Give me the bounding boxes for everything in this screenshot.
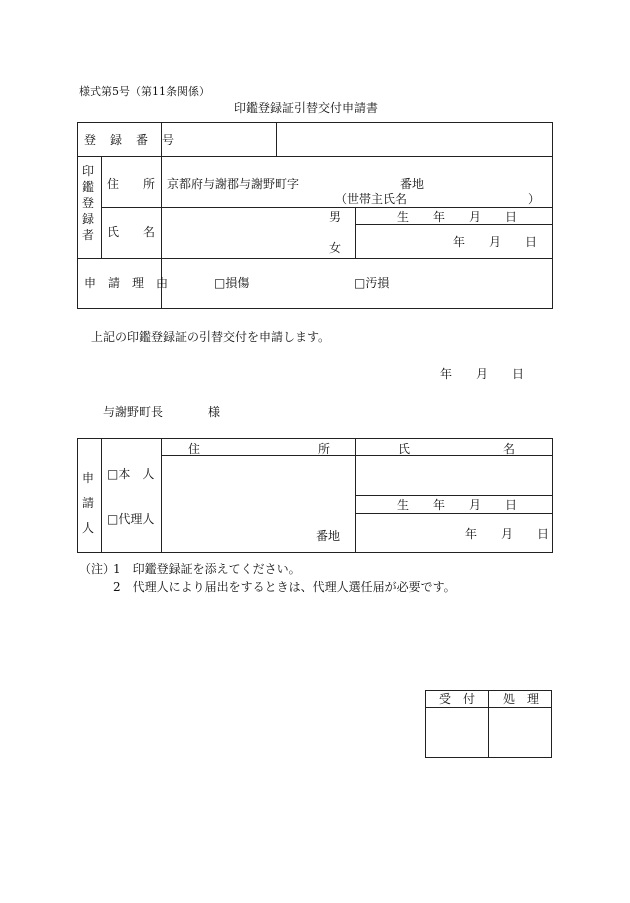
address-value: 京都府与謝郡与謝野町字 <box>167 177 300 191</box>
female-label[interactable]: 女 <box>329 241 342 255</box>
reg-no-field[interactable] <box>162 123 275 155</box>
note-item-1: 1 印鑑登録証を添えてください。 <box>113 562 301 576</box>
applicant-name-label-a: 氏 <box>398 442 411 456</box>
sama: 様 <box>208 405 221 419</box>
processed-label: 処 理 <box>503 692 540 706</box>
close-paren: ） <box>528 192 541 206</box>
received-label: 受 付 <box>439 692 476 706</box>
birth-ymd: 年 月 日 <box>453 235 538 249</box>
birth-header: 生 年 月 日 <box>397 210 518 224</box>
applicant-birth-ymd: 年 月 日 <box>465 527 550 541</box>
reg-no-label: 登 録 番 号 <box>84 133 176 147</box>
statement: 上記の印鑑登録証の引替交付を申請します。 <box>91 330 331 344</box>
male-label[interactable]: 男 <box>329 210 342 224</box>
banchi-label: 番地 <box>400 177 425 191</box>
reason-damage-checkbox[interactable]: □損傷 <box>214 276 250 290</box>
agent-checkbox[interactable]: □代理人 <box>107 512 155 526</box>
household-head-label: （世帯主氏名 <box>335 192 408 206</box>
applicant-banchi: 番地 <box>316 529 341 543</box>
date-line: 年 月 日 <box>440 367 525 381</box>
applicant-address-label-b: 所 <box>318 442 331 456</box>
form-number: 様式第5号（第11条関係） <box>79 85 210 98</box>
notes-label: （注） <box>79 562 116 576</box>
applicant-birth-header: 生 年 月 日 <box>397 498 518 512</box>
applicant-address-label-a: 住 <box>188 442 201 456</box>
addressee: 与謝野町長 <box>103 405 164 419</box>
form-title: 印鑑登録証引替交付申請書 <box>234 101 379 115</box>
note-item-2: 2 代理人により届出をするときは、代理人選任届が必要です。 <box>113 580 456 594</box>
applicant-name-label-b: 名 <box>503 442 516 456</box>
reason-label: 申 請 理 由 <box>84 276 169 290</box>
name-label: 氏 名 <box>107 225 156 239</box>
reason-soil-checkbox[interactable]: □汚損 <box>354 276 390 290</box>
registrant-label: 印 鑑 登 録 者 <box>82 164 95 242</box>
address-label: 住 所 <box>107 177 156 191</box>
applicant-label: 申 請 人 <box>82 471 95 535</box>
self-checkbox[interactable]: □本 人 <box>107 467 155 481</box>
